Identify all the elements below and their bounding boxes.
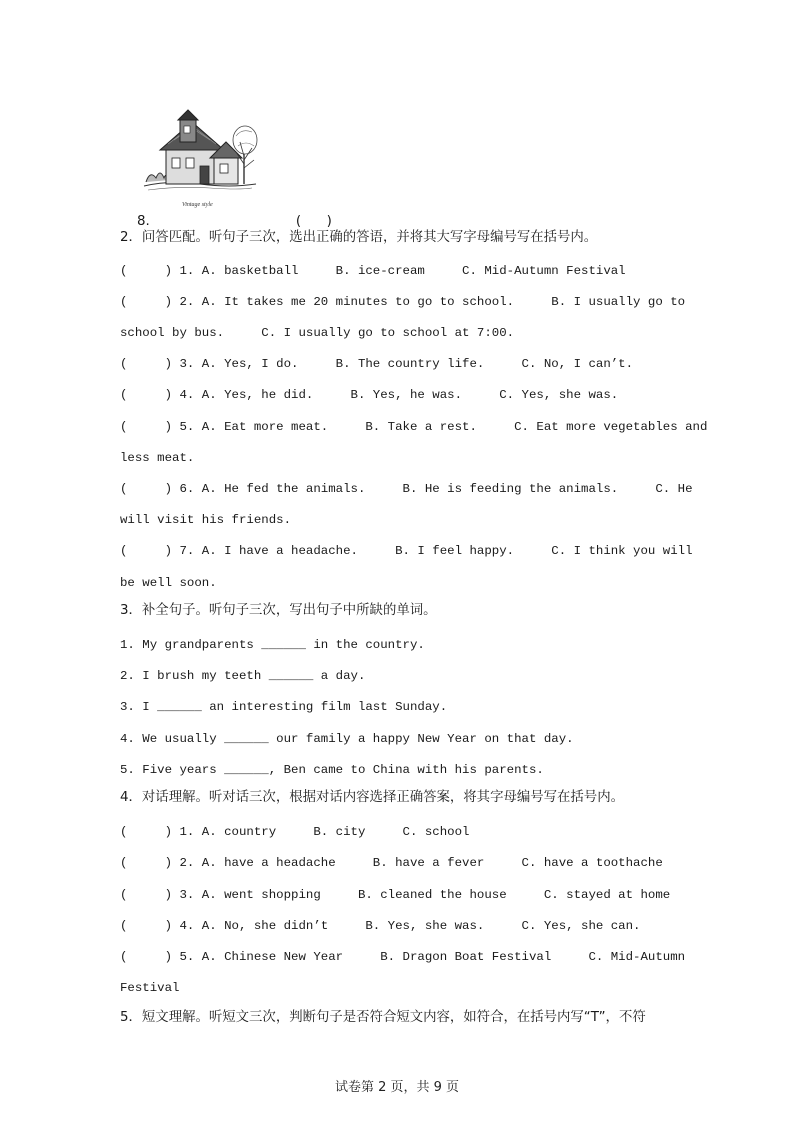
section-2-line: ( ) 1. A. basketball B. ice-cream C. Mid-Autumn Festival: [120, 264, 626, 278]
section-4-line: ( ) 1. A. country B. city C. school: [120, 825, 470, 839]
illustration-caption: Vintage style: [182, 202, 213, 208]
section-4-line: ( ) 3. A. went shopping B. cleaned the house C. stayed at home: [120, 888, 671, 902]
section-2-line: less meat.: [120, 451, 195, 465]
vintage-house-illustration: [140, 108, 260, 208]
section-3-line: 4. We usually ______ our family a happy New Year on that day.: [120, 732, 574, 746]
section-3-title: 3．补全句子。听句子三次，写出句子中所缺的单词。: [120, 603, 437, 618]
section-2-line: will visit his friends.: [120, 513, 292, 527]
section-3-line: 5. Five years ______, Ben came to China with his parents.: [120, 763, 544, 777]
section-2-line: ( ) 6. A. He fed the animals. B. He is feeding the animals. C. He: [120, 482, 693, 496]
section-4-line: ( ) 4. A. No, she didn’t B. Yes, she was. C. Yes, she can.: [120, 919, 641, 933]
page-footer: 试卷第 2 页，共 9 页: [334, 1080, 460, 1095]
section-3-line: 3. I ______ an interesting film last Sunday.: [120, 700, 448, 714]
section-2-line: ( ) 3. A. Yes, I do. B. The country life. C. No, I can’t.: [120, 357, 634, 371]
section-4-line: ( ) 5. A. Chinese New Year B. Dragon Boat Festival C. Mid-Autumn: [120, 950, 686, 964]
section-4-title: 4．对话理解。听对话三次，根据对话内容选择正确答案，将其字母编号写在括号内。: [120, 790, 624, 805]
section-3-line: 2. I brush my teeth ______ a day.: [120, 669, 366, 683]
section-2-line: ( ) 5. A. Eat more meat. B. Take a rest. C. Eat more vegetables and: [120, 420, 708, 434]
section-2-line: ( ) 4. A. Yes, he did. B. Yes, he was. C. Yes, she was.: [120, 388, 619, 402]
section-2-line: ( ) 2. A. It takes me 20 minutes to go to school. B. I usually go to: [120, 295, 686, 309]
picture-answer-paren: ( ): [295, 214, 332, 229]
section-2-title: 2．问答匹配。听句子三次，选出正确的答语，并将其大写字母编号写在括号内。: [120, 230, 598, 245]
section-5-title: 5．短文理解。听短文三次，判断句子是否符合短文内容，如符合，在括号内写“T”，不符: [120, 1010, 646, 1025]
section-2-line: be well soon.: [120, 576, 217, 590]
picture-number: 8.: [137, 214, 150, 229]
section-4-line: ( ) 2. A. have a headache B. have a fever C. have a toothache: [120, 856, 663, 870]
section-2-line: school by bus. C. I usually go to school at 7:00.: [120, 326, 515, 340]
section-2-line: ( ) 7. A. I have a headache. B. I feel happy. C. I think you will: [120, 544, 693, 558]
section-4-line: Festival: [120, 981, 180, 995]
section-3-line: 1. My grandparents ______ in the country.: [120, 638, 425, 652]
